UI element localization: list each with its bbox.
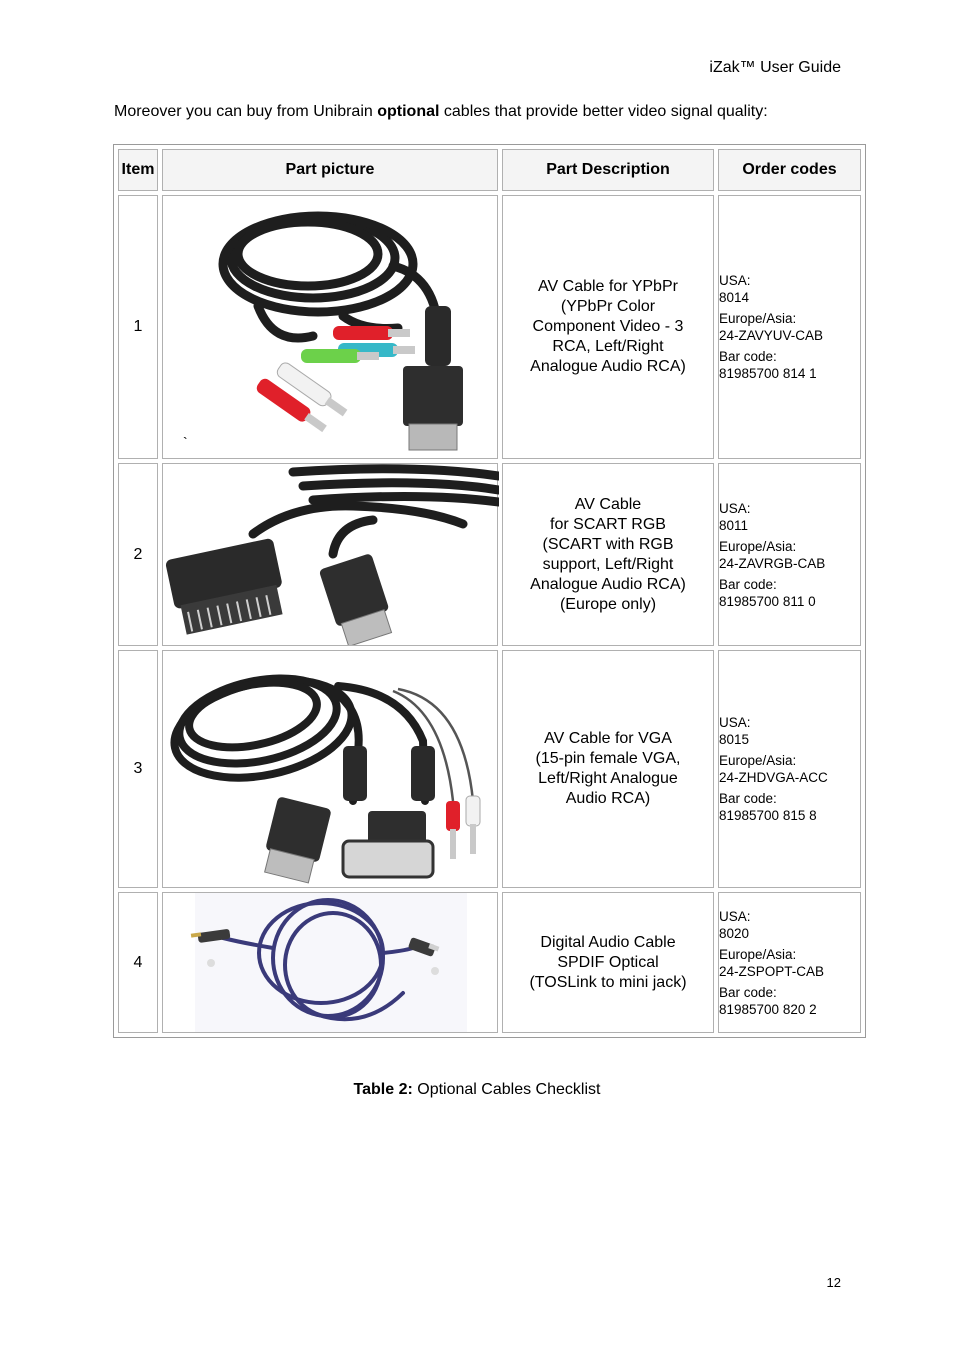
description-line: (YPbPr Color — [560, 298, 656, 315]
intro-paragraph — [114, 103, 768, 121]
item-number: 2 — [118, 463, 158, 646]
description-line: AV Cable for VGA — [544, 730, 672, 747]
europe-label: Europe/Asia: — [719, 311, 797, 326]
description-line: Audio RCA) — [565, 790, 651, 807]
barcode-value: 81985700 814 1 — [719, 366, 817, 381]
part-description — [502, 650, 714, 888]
europe-code: 24-ZAVYUV-CAB — [719, 328, 824, 343]
item-number: 1 — [118, 195, 158, 459]
barcode-label: Bar code: — [719, 791, 777, 806]
table-row — [118, 892, 861, 1033]
caption-text: Optional Cables Checklist — [412, 1081, 601, 1098]
description-line: for SCART RGB — [550, 515, 666, 533]
order-codes — [718, 195, 861, 459]
usa-code: 8015 — [719, 732, 750, 747]
europe-code: 24-ZAVRGB-CAB — [719, 555, 826, 571]
optional-cables-table — [113, 144, 866, 1038]
picture-stray-mark: ` — [183, 434, 188, 450]
description-line: (15-pin female VGA, — [535, 750, 681, 767]
table-caption — [0, 1081, 954, 1099]
table-row — [118, 195, 861, 459]
europe-code: 24-ZSPOPT-CAB — [719, 963, 825, 979]
barcode-value: 81985700 815 8 — [719, 808, 817, 823]
barcode-value: 81985700 820 2 — [719, 1001, 817, 1017]
description-line: (Europe only) — [559, 595, 657, 613]
caption-label: Table 2: — [353, 1081, 413, 1098]
europe-code: 24-ZHDVGA-ACC — [719, 770, 828, 785]
intro-text-after: cables that provide better video signal quality: — [439, 103, 768, 120]
column-header-part-description: Part Description — [502, 149, 714, 191]
page-header-title: iZak™ User Guide — [709, 59, 841, 76]
description-line: SPDIF Optical — [557, 953, 659, 971]
usa-label: USA: — [719, 273, 751, 288]
europe-label: Europe/Asia: — [719, 538, 797, 554]
description-line: (TOSLink to mini jack) — [529, 973, 687, 991]
ypbpr-component-cable-photo — [163, 196, 499, 458]
europe-label: Europe/Asia: — [719, 946, 797, 962]
part-picture-cell — [162, 463, 498, 646]
description-line: AV Cable — [574, 495, 642, 513]
item-number: 3 — [118, 650, 158, 888]
description-line: Digital Audio Cable — [540, 933, 676, 951]
table-row — [118, 463, 861, 646]
part-picture-cell — [162, 195, 498, 459]
description-line: RCA, Left/Right — [552, 338, 664, 355]
usa-label: USA: — [719, 908, 751, 924]
part-description — [502, 892, 714, 1033]
optical-audio-cable-photo — [163, 893, 499, 1032]
order-codes — [718, 892, 861, 1033]
usa-code: 8011 — [719, 517, 749, 533]
usa-code: 8014 — [719, 290, 750, 305]
description-line: Left/Right Analogue — [538, 770, 678, 787]
column-header-part-picture: Part picture — [162, 149, 498, 191]
item-number: 4 — [118, 892, 158, 1033]
description-line: Analogue Audio RCA) — [530, 575, 686, 593]
barcode-value: 81985700 811 0 — [719, 593, 816, 609]
barcode-label: Bar code: — [719, 984, 777, 1000]
column-header-item: Item — [118, 149, 158, 191]
intro-text-before: Moreover you can buy from Unibrain — [114, 103, 378, 120]
description-line: (SCART with RGB — [542, 535, 674, 553]
usa-label: USA: — [719, 715, 751, 730]
description-line: Analogue Audio RCA) — [530, 358, 686, 375]
column-header-order-codes: Order codes — [718, 149, 861, 191]
order-codes — [718, 650, 861, 888]
table-row — [118, 650, 861, 888]
part-description — [502, 463, 714, 646]
barcode-label: Bar code: — [719, 576, 777, 592]
table-header-row — [118, 149, 861, 191]
europe-label: Europe/Asia: — [719, 753, 797, 768]
part-picture-cell — [162, 650, 498, 888]
barcode-label: Bar code: — [719, 349, 777, 364]
vga-cable-photo — [163, 651, 499, 887]
usa-code: 8020 — [719, 925, 750, 941]
page-number: 12 — [826, 1275, 841, 1290]
order-codes — [718, 463, 861, 646]
description-line: AV Cable for YPbPr — [538, 278, 678, 295]
scart-rgb-cable-photo — [163, 464, 499, 645]
description-line: support, Left/Right — [542, 555, 674, 573]
part-picture-cell — [162, 892, 498, 1033]
usa-label: USA: — [719, 500, 751, 516]
intro-text-bold: optional — [377, 103, 440, 120]
description-line: Component Video - 3 — [532, 318, 684, 335]
part-description — [502, 195, 714, 459]
